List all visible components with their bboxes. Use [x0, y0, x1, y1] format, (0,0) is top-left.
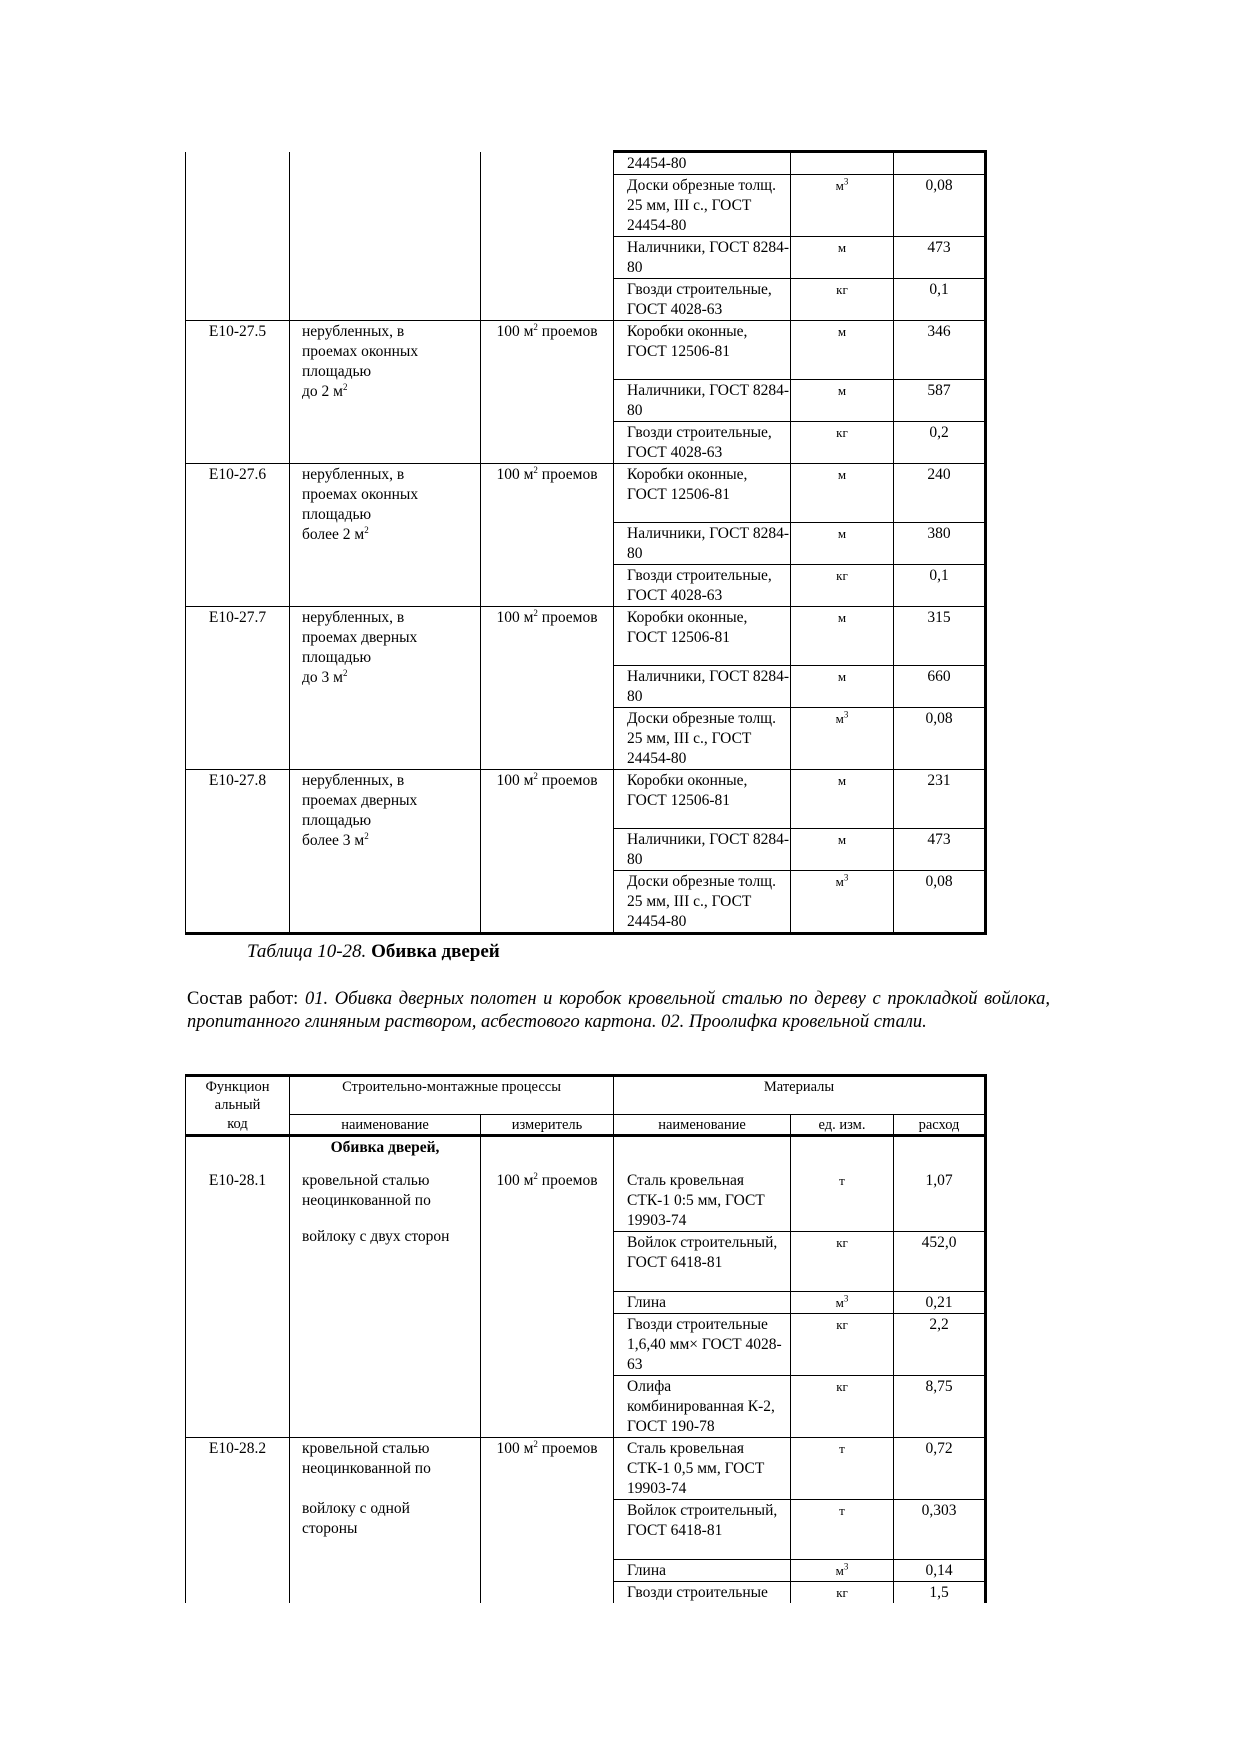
table-row: Глина $м^3$ 0,21: [186, 1291, 986, 1313]
table-row: Наличники, ГОСТ 8284-80 м 660: [186, 666, 986, 708]
table-row: Гвозди строительные, ГОСТ 4028-63 кг 0,1: [186, 279, 986, 321]
table-row: Гвозди строительные, ГОСТ 4028-63 кг 0,1: [186, 565, 986, 607]
table-row: Е10-27.6 нерубленных, в проемах оконных площадью более 2 $м^2$ 100 $м^2$ проемов Коробки оконные, ГОСТ 12506-81 м 240: [186, 464, 986, 523]
table-row: Гвозди строительные 1,6,40 мм× ГОСТ 4028-63 кг 2,2: [186, 1313, 986, 1375]
header-materials: Материалы: [614, 1076, 986, 1115]
table-row: 24454-80: [186, 152, 986, 175]
table-row: Глина $м^3$ 0,14: [186, 1559, 986, 1581]
table-row: Е10-28.1 Обивка дверей, кровельной сталью неоцинкованной по войлоку с двух сторон 100 $м^2$ проемов Сталь кровельная СТК-1 0:5 мм, ГОСТ 19903-74 т 1,07: [186, 1135, 986, 1231]
table-row: Наличники, ГОСТ 8284-80 м 473: [186, 237, 986, 279]
norms-table-lower: [185, 1074, 987, 1603]
table-row: Гвозди строительные кг 1,5: [186, 1581, 986, 1603]
work-composition: Состав работ: 01. Обивка дверных полотен и коробок кровельной сталью по дереву с прокладкой войлока, пропитанного глиняным раствором, асбестового картона. 02. Проолифка кровельной стали.: [187, 989, 1050, 1032]
table-row: Наличники, ГОСТ 8284-80 м 587: [186, 380, 986, 422]
table-row: Олифа комбинированная К-2, ГОСТ 190-78 кг 8,75: [186, 1375, 986, 1437]
table-header-row: [186, 1076, 986, 1115]
table-row: Е10-28.2 кровельной сталью неоцинкованной по войлоку с одной стороны 100 $м^2$ проемов Сталь кровельная СТК-1 0,5 мм, ГОСТ 19903-74 т 0,72: [186, 1437, 986, 1499]
table-header-row: код наименование измеритель наименование ед. изм. расход: [186, 1114, 986, 1135]
header-processes: Строительно-монтажные процессы: [290, 1076, 614, 1115]
table-row: Наличники, ГОСТ 8284-80 м 380: [186, 523, 986, 565]
table-row: Е10-27.8 нерубленных, в проемах дверных площадью более 3 $м^2$ 100 $м^2$ проемов Коробки оконные, ГОСТ 12506-81 м 231: [186, 770, 986, 829]
table-row: Наличники, ГОСТ 8284-80 м 473: [186, 829, 986, 871]
table-row: Доски обрезные толщ. 25 мм, III с., ГОСТ 24454-80 $м^3$ 0,08: [186, 175, 986, 237]
header-func-code: Функцион альный: [186, 1076, 290, 1115]
norms-table-upper: [185, 150, 987, 935]
table-row: Войлок строительный, ГОСТ 6418-81 т 0,303: [186, 1499, 986, 1559]
table-row: Доски обрезные толщ. 25 мм, III с., ГОСТ 24454-80 $м^3$ 0,08: [186, 871, 986, 934]
table-row: Гвозди строительные, ГОСТ 4028-63 кг 0,2: [186, 422, 986, 464]
table-row: Е10-27.5 нерубленных, в проемах оконных площадью до 2 $м^2$ 100 $м^2$ проемов Коробки оконные, ГОСТ 12506-81 м 346: [186, 321, 986, 380]
table-caption: Таблица 10-28. Обивка дверей: [247, 941, 500, 962]
table-row: Войлок строительный, ГОСТ 6418-81 кг 452,0: [186, 1231, 986, 1291]
table-row: Е10-27.7 нерубленных, в проемах дверных площадью до 3 $м^2$ 100 $м^2$ проемов Коробки оконные, ГОСТ 12506-81 м 315: [186, 607, 986, 666]
table-row: Доски обрезные толщ. 25 мм, III с., ГОСТ 24454-80 $м^3$ 0,08: [186, 708, 986, 770]
